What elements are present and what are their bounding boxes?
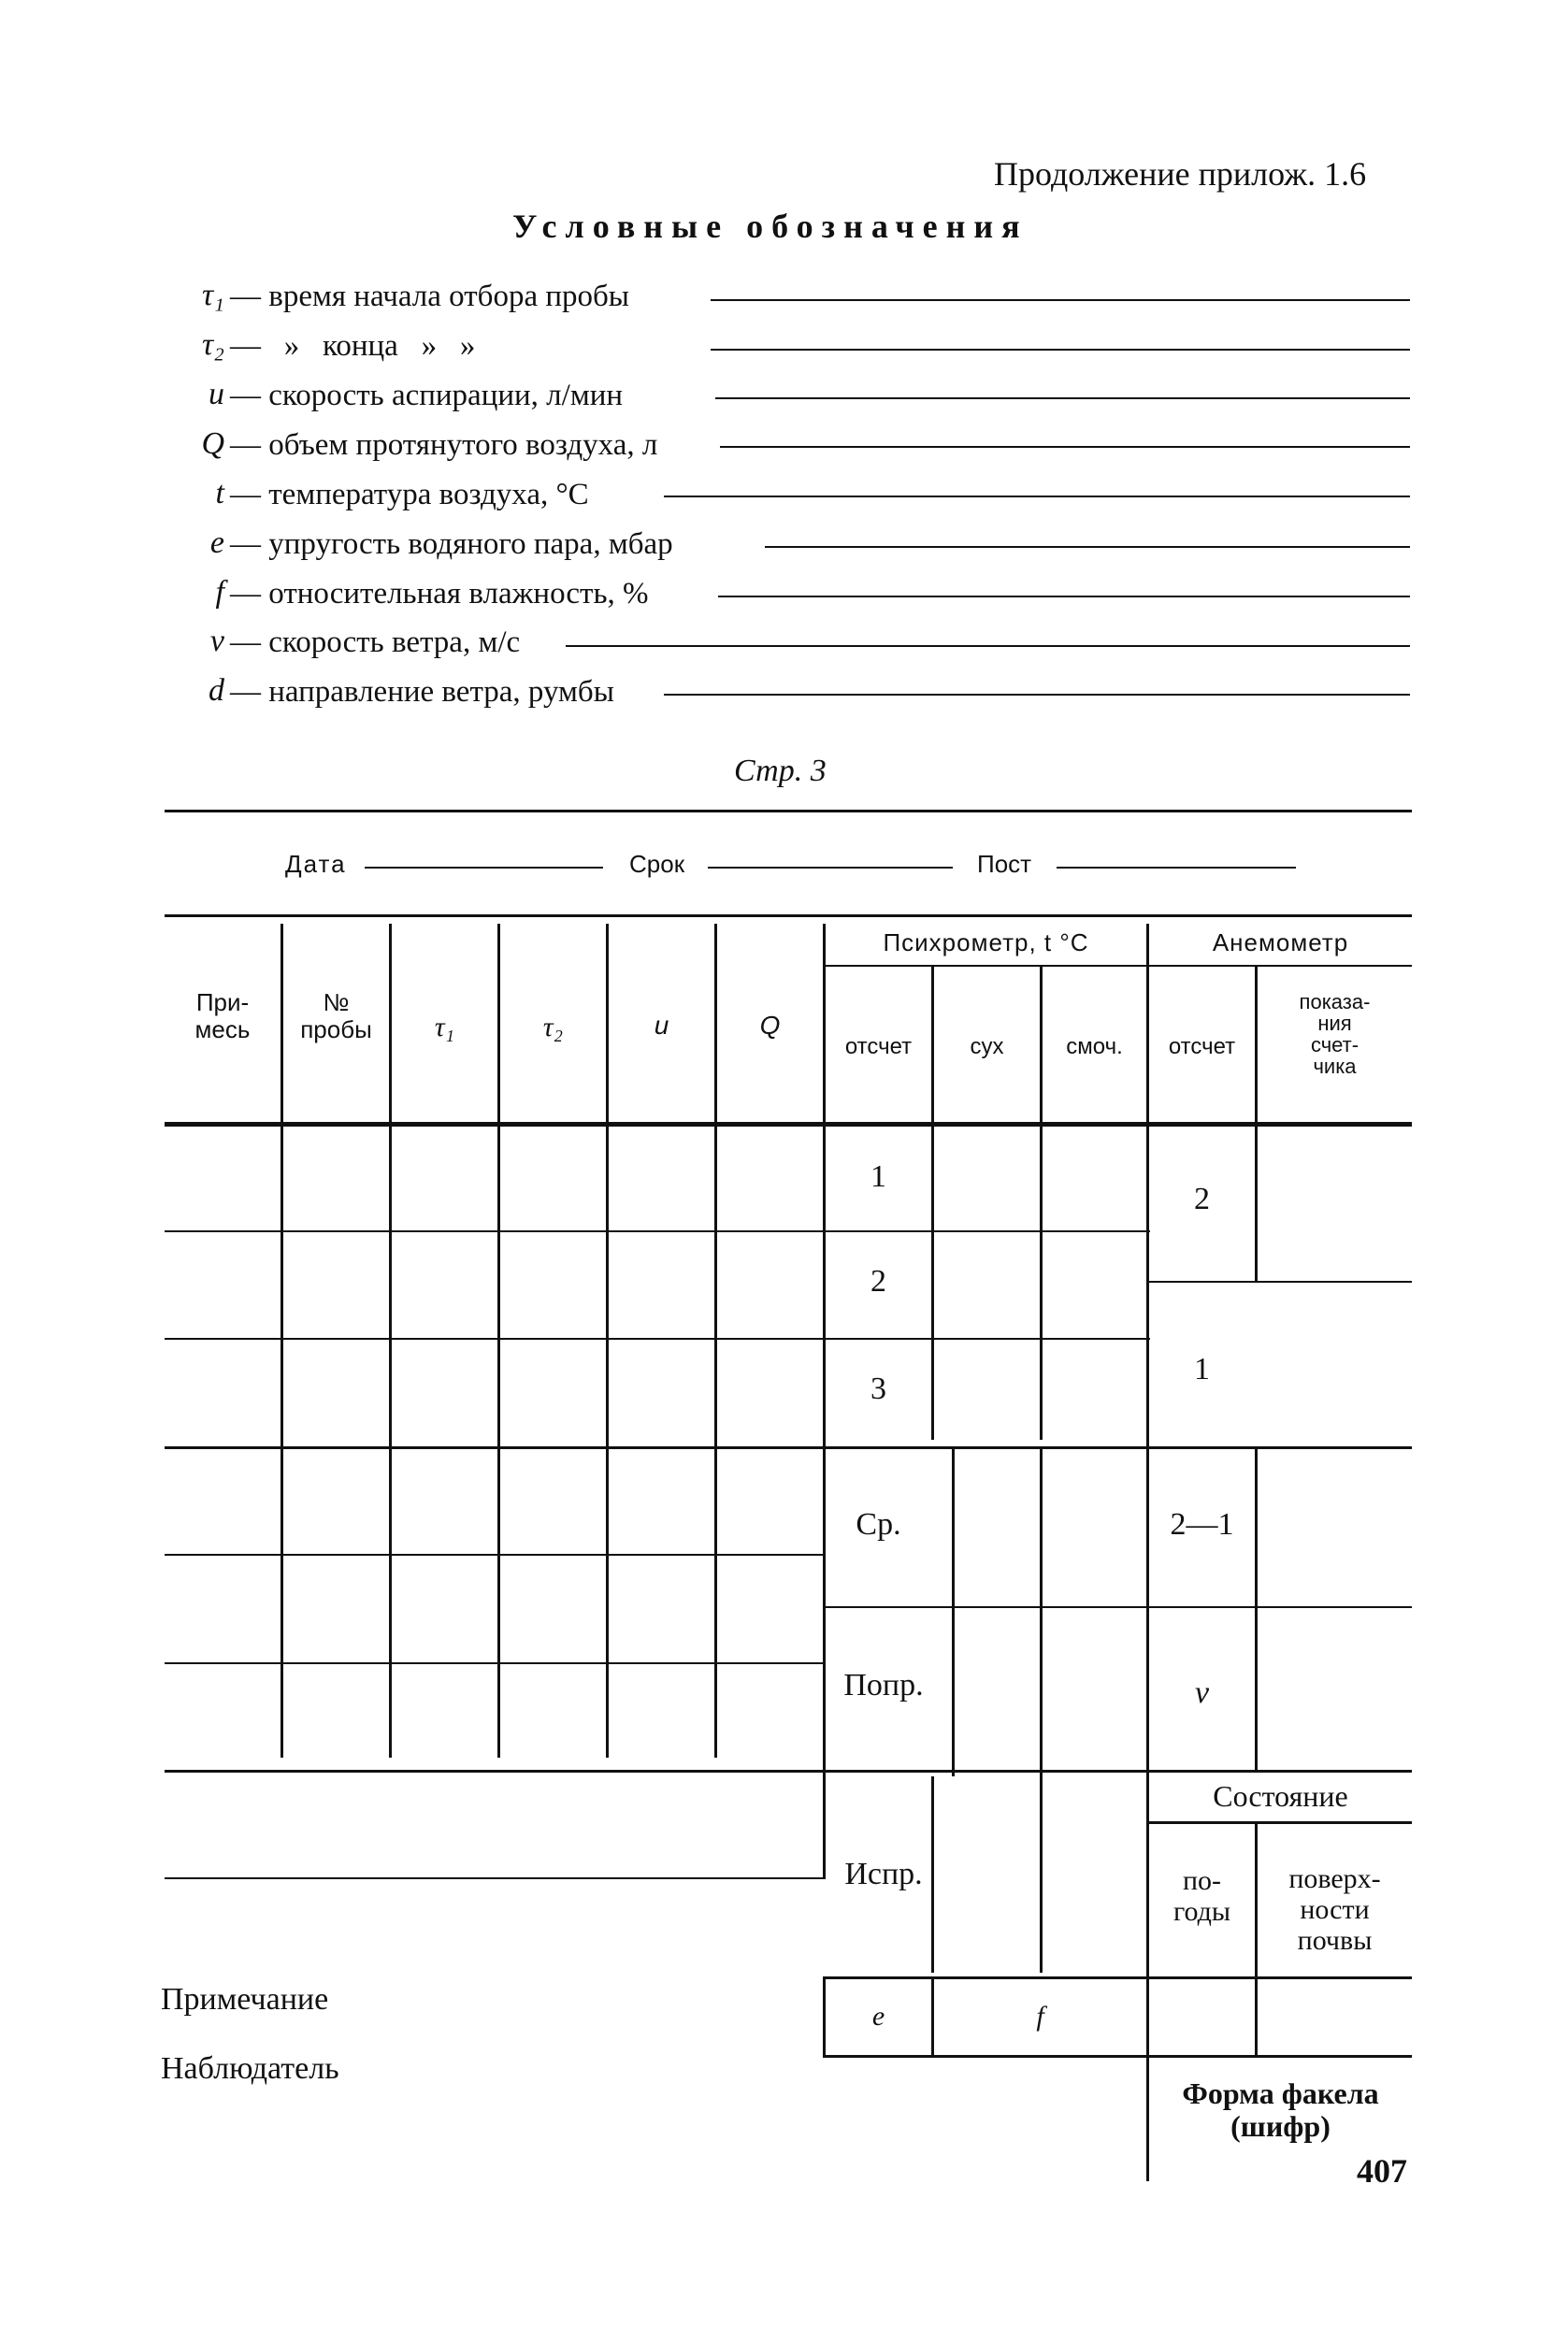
psy-row-label-3: 3 [870,1372,886,1406]
legend-text: — направление ветра, румбы [230,675,614,709]
table-header-border [165,1122,1412,1127]
legend-title: Условные обозначения [512,208,1029,245]
row-line [165,1338,826,1340]
observer-label: Наблюдатель [161,2051,339,2086]
header-counter [1258,991,1412,1077]
header-q: Q [759,1011,781,1040]
state-weather [1149,1865,1255,1927]
row-line [823,2055,1412,2058]
row-line [165,1662,826,1664]
col-line [952,1449,955,1776]
legend-symbol: Q [201,426,224,461]
row-line [165,1446,1412,1449]
legend-text: — время начала отбора пробы [230,280,629,313]
psy-row-label-1: 1 [870,1159,886,1194]
legend-text: — упругость водяного пара, мбар [230,527,673,561]
post-label: Пост [977,850,1032,878]
state-surface [1258,1863,1412,1956]
legend-text: — скорость ветра, м/с [230,625,521,659]
row-line [1146,1281,1412,1283]
legend-fill-line [765,546,1410,548]
header-u: u [654,1011,669,1040]
legend-symbol: τ₂ [202,327,224,362]
term-line [708,867,953,869]
legend-text: — скорость аспирации, л/мин [230,379,624,412]
legend-text: — относительная влажность, % [230,577,649,611]
header-impurity [165,989,281,1042]
date-line [365,867,603,869]
header-reading: отсчет [844,1034,913,1059]
flame-form-label: Форма факела (шифр) [1182,2076,1379,2144]
legend-fill-line [715,397,1410,399]
cell-e: e [871,2001,885,2032]
col-line [1040,1449,1043,1973]
legend-fill-line [720,446,1410,448]
anem-row-label-diff: 2—1 [1170,1507,1234,1542]
header-wet: смоч. [1066,1034,1123,1059]
cell-f: f [1036,2001,1044,2032]
legend-symbol: f [215,575,224,610]
remark-label: Примечание [161,1982,329,2017]
state-surface-label: поверх- ности почвы [1288,1863,1381,1956]
anem-header-divider [1146,965,1412,967]
header-psychrometer: Психрометр, t °C [883,928,1089,956]
legend-text: — температура воздуха, °C [230,478,589,511]
header-sample-no [283,989,389,1042]
header-tau2: τ₂ [542,1012,564,1042]
term-label: Срок [629,850,685,878]
anem-row-label-v: v [1194,1675,1210,1710]
page-number: 407 [1357,2152,1407,2190]
col-line [714,924,717,1758]
psy-header-divider [823,965,1150,967]
legend-fill-line [664,694,1410,696]
table-top-border [165,914,1412,917]
page-label: Стр. 3 [734,754,827,788]
header-counter-label: показа- ния счет- чика [1299,990,1371,1079]
continuation-label: Продолжение прилож. 1.6 [994,155,1367,193]
psy-row-label-correction: Попр. [843,1668,924,1703]
legend-text: — объем протянутого воздуха, л [230,428,658,462]
legend-symbol: d [209,673,224,708]
state-title: Состояние [1213,1779,1348,1813]
flame-form [1149,2077,1412,2143]
row-line [823,1338,1150,1340]
row-line [165,1877,826,1879]
date-label: Дата [285,850,347,878]
anem-row-label-1: 1 [1194,1352,1210,1387]
legend-symbol: e [209,525,224,560]
row-line [165,1554,826,1556]
legend-symbol: u [209,377,224,411]
row-line [823,1230,1150,1232]
legend-fill-line [566,645,1410,647]
row-line [165,1770,1412,1773]
header-sample-no-label: № пробы [300,988,372,1043]
row-line [823,1976,1412,1979]
legend-fill-line [664,496,1410,497]
legend-fill-line [711,299,1410,301]
col-line [389,924,392,1758]
header-impurity-label: При- месь [194,988,251,1043]
legend-fill-line [711,349,1410,351]
legend-symbol: t [215,476,224,510]
psy-row-label-mean: Ср. [856,1507,901,1542]
post-line [1057,867,1296,869]
header-anem-reading: отсчет [1168,1034,1236,1059]
col-line [606,924,609,1758]
header-tau1: τ₁ [434,1012,455,1042]
psy-row-label-corrected: Испр. [844,1857,923,1891]
col-line [1255,1449,1258,1772]
state-weather-label: по- годы [1172,1865,1231,1927]
col-line [281,924,283,1758]
psy-row-label-2: 2 [870,1264,886,1299]
anem-row-label-2: 2 [1194,1182,1210,1216]
row-line [823,1606,1412,1608]
row-line [165,1230,826,1232]
legend-text: — » конца » » [230,329,476,363]
header-dry: сух [970,1034,1004,1059]
legend-fill-line [718,596,1410,597]
col-line [1146,924,1149,2181]
top-rule [165,810,1412,812]
header-anemometer: Анемометр [1212,928,1349,956]
col-line [497,924,500,1758]
state-divider [1146,1821,1412,1824]
legend-symbol: τ₁ [202,278,224,312]
legend-symbol: v [209,624,224,658]
